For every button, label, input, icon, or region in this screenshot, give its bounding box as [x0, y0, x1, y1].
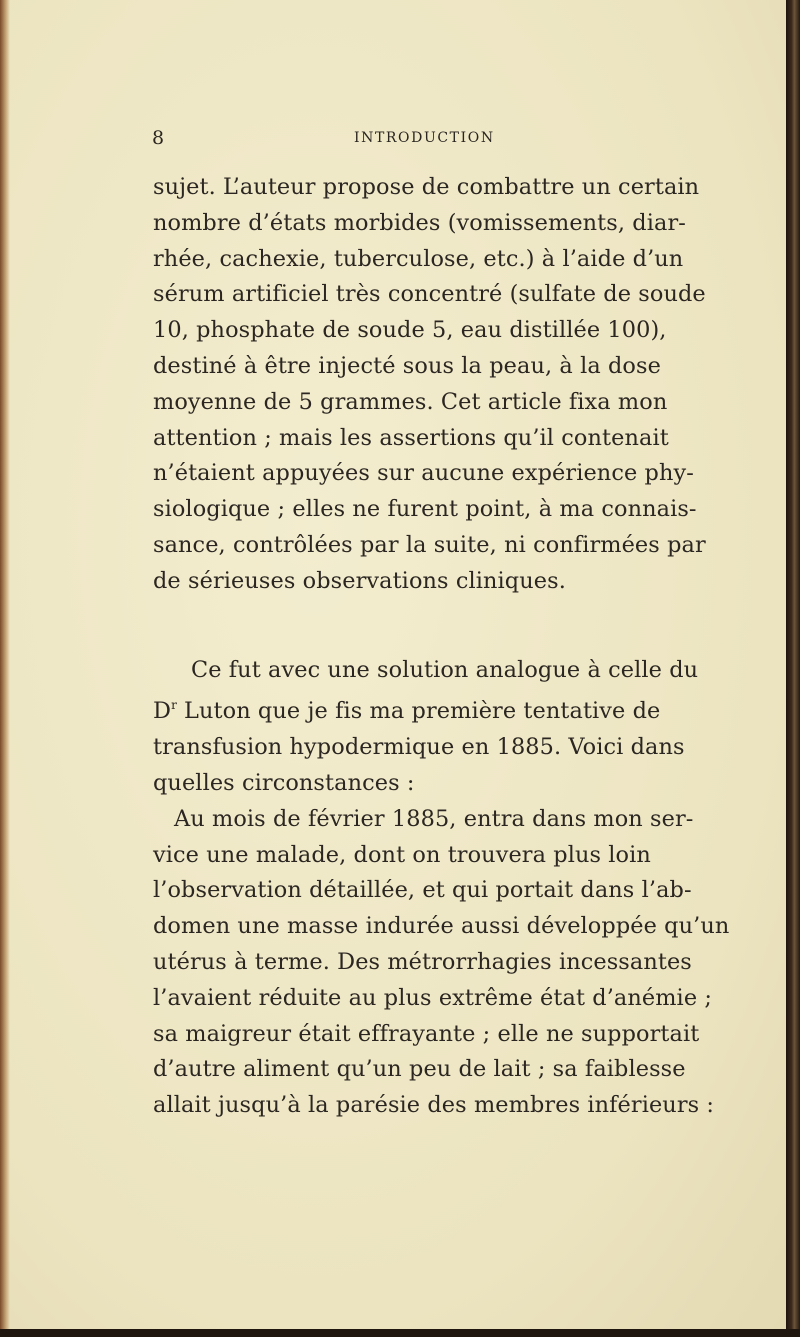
text-line: 10, phosphate de soude 5, eau distillée 100),	[153, 317, 667, 344]
running-head	[152, 127, 672, 151]
body-text	[153, 170, 730, 1124]
text-line: moyenne de 5 grammes. Cet article fixa mon	[153, 388, 668, 415]
page-number: 8	[152, 127, 165, 149]
text-line: sa maigreur était effrayante ; elle ne supportait	[153, 1020, 700, 1047]
paragraph-gap	[153, 600, 693, 653]
text-line: Ce fut avec une solution analogue à celle du	[191, 656, 699, 683]
text-line: rhée, cachexie, tuberculose, etc.) à l’aide d’un	[153, 245, 684, 272]
text-line: destiné à être injecté sous la peau, à la dose	[153, 352, 661, 379]
text-line: attention ; mais les assertions qu’il contenait	[153, 424, 669, 451]
text-line: siologique ; elles ne furent point, à ma connais-	[153, 496, 697, 523]
paragraph-3	[153, 802, 730, 1124]
book-binding-edge	[786, 0, 800, 1337]
text-line-with-superscript	[153, 688, 693, 730]
paragraph-1	[153, 170, 706, 600]
doctor-superscript: r	[171, 698, 177, 713]
text-line: vice une malade, dont on trouvera plus loin	[153, 841, 651, 868]
text-line: sérum artificiel très concentré (sulfate de soude	[153, 281, 706, 308]
bottom-page-edge	[0, 1329, 800, 1337]
text-line: transfusion hypodermique en 1885. Voici dans	[153, 734, 685, 761]
text-line: utérus à terme. Des métrorrhagies incessantes	[153, 948, 692, 975]
text-line: de sérieuses observations cliniques.	[153, 567, 566, 594]
doctor-abbreviation: D	[153, 698, 172, 725]
text-line: nombre d’états morbides (vomissements, diar-	[153, 209, 686, 236]
doctor-line-rest: Luton que je fis ma première tentative de	[176, 698, 661, 725]
text-line: sujet. L’auteur propose de combattre un certain	[153, 174, 700, 200]
page-gutter-shadow	[0, 0, 10, 1329]
text-line: allait jusqu’à la parésie des membres inférieurs :	[153, 1092, 715, 1119]
text-line: l’avaient réduite au plus extrême état d’anémie ;	[153, 984, 713, 1011]
text-line: l’observation détaillée, et qui portait dans l’ab-	[153, 877, 692, 904]
paragraph-2	[153, 653, 699, 802]
text-line: domen une masse indurée aussi développée qu’un	[153, 913, 730, 940]
text-line: quelles circonstances :	[153, 769, 415, 796]
text-line: n’étaient appuyées sur aucune expérience phy-	[153, 460, 694, 487]
text-line: sance, contrôlées par la suite, ni confirmées par	[153, 531, 706, 558]
running-title: INTRODUCTION	[354, 130, 495, 146]
text-line: Au mois de février 1885, entra dans mon ser-	[174, 805, 694, 832]
text-line: d’autre aliment qu’un peu de lait ; sa faiblesse	[153, 1056, 686, 1083]
